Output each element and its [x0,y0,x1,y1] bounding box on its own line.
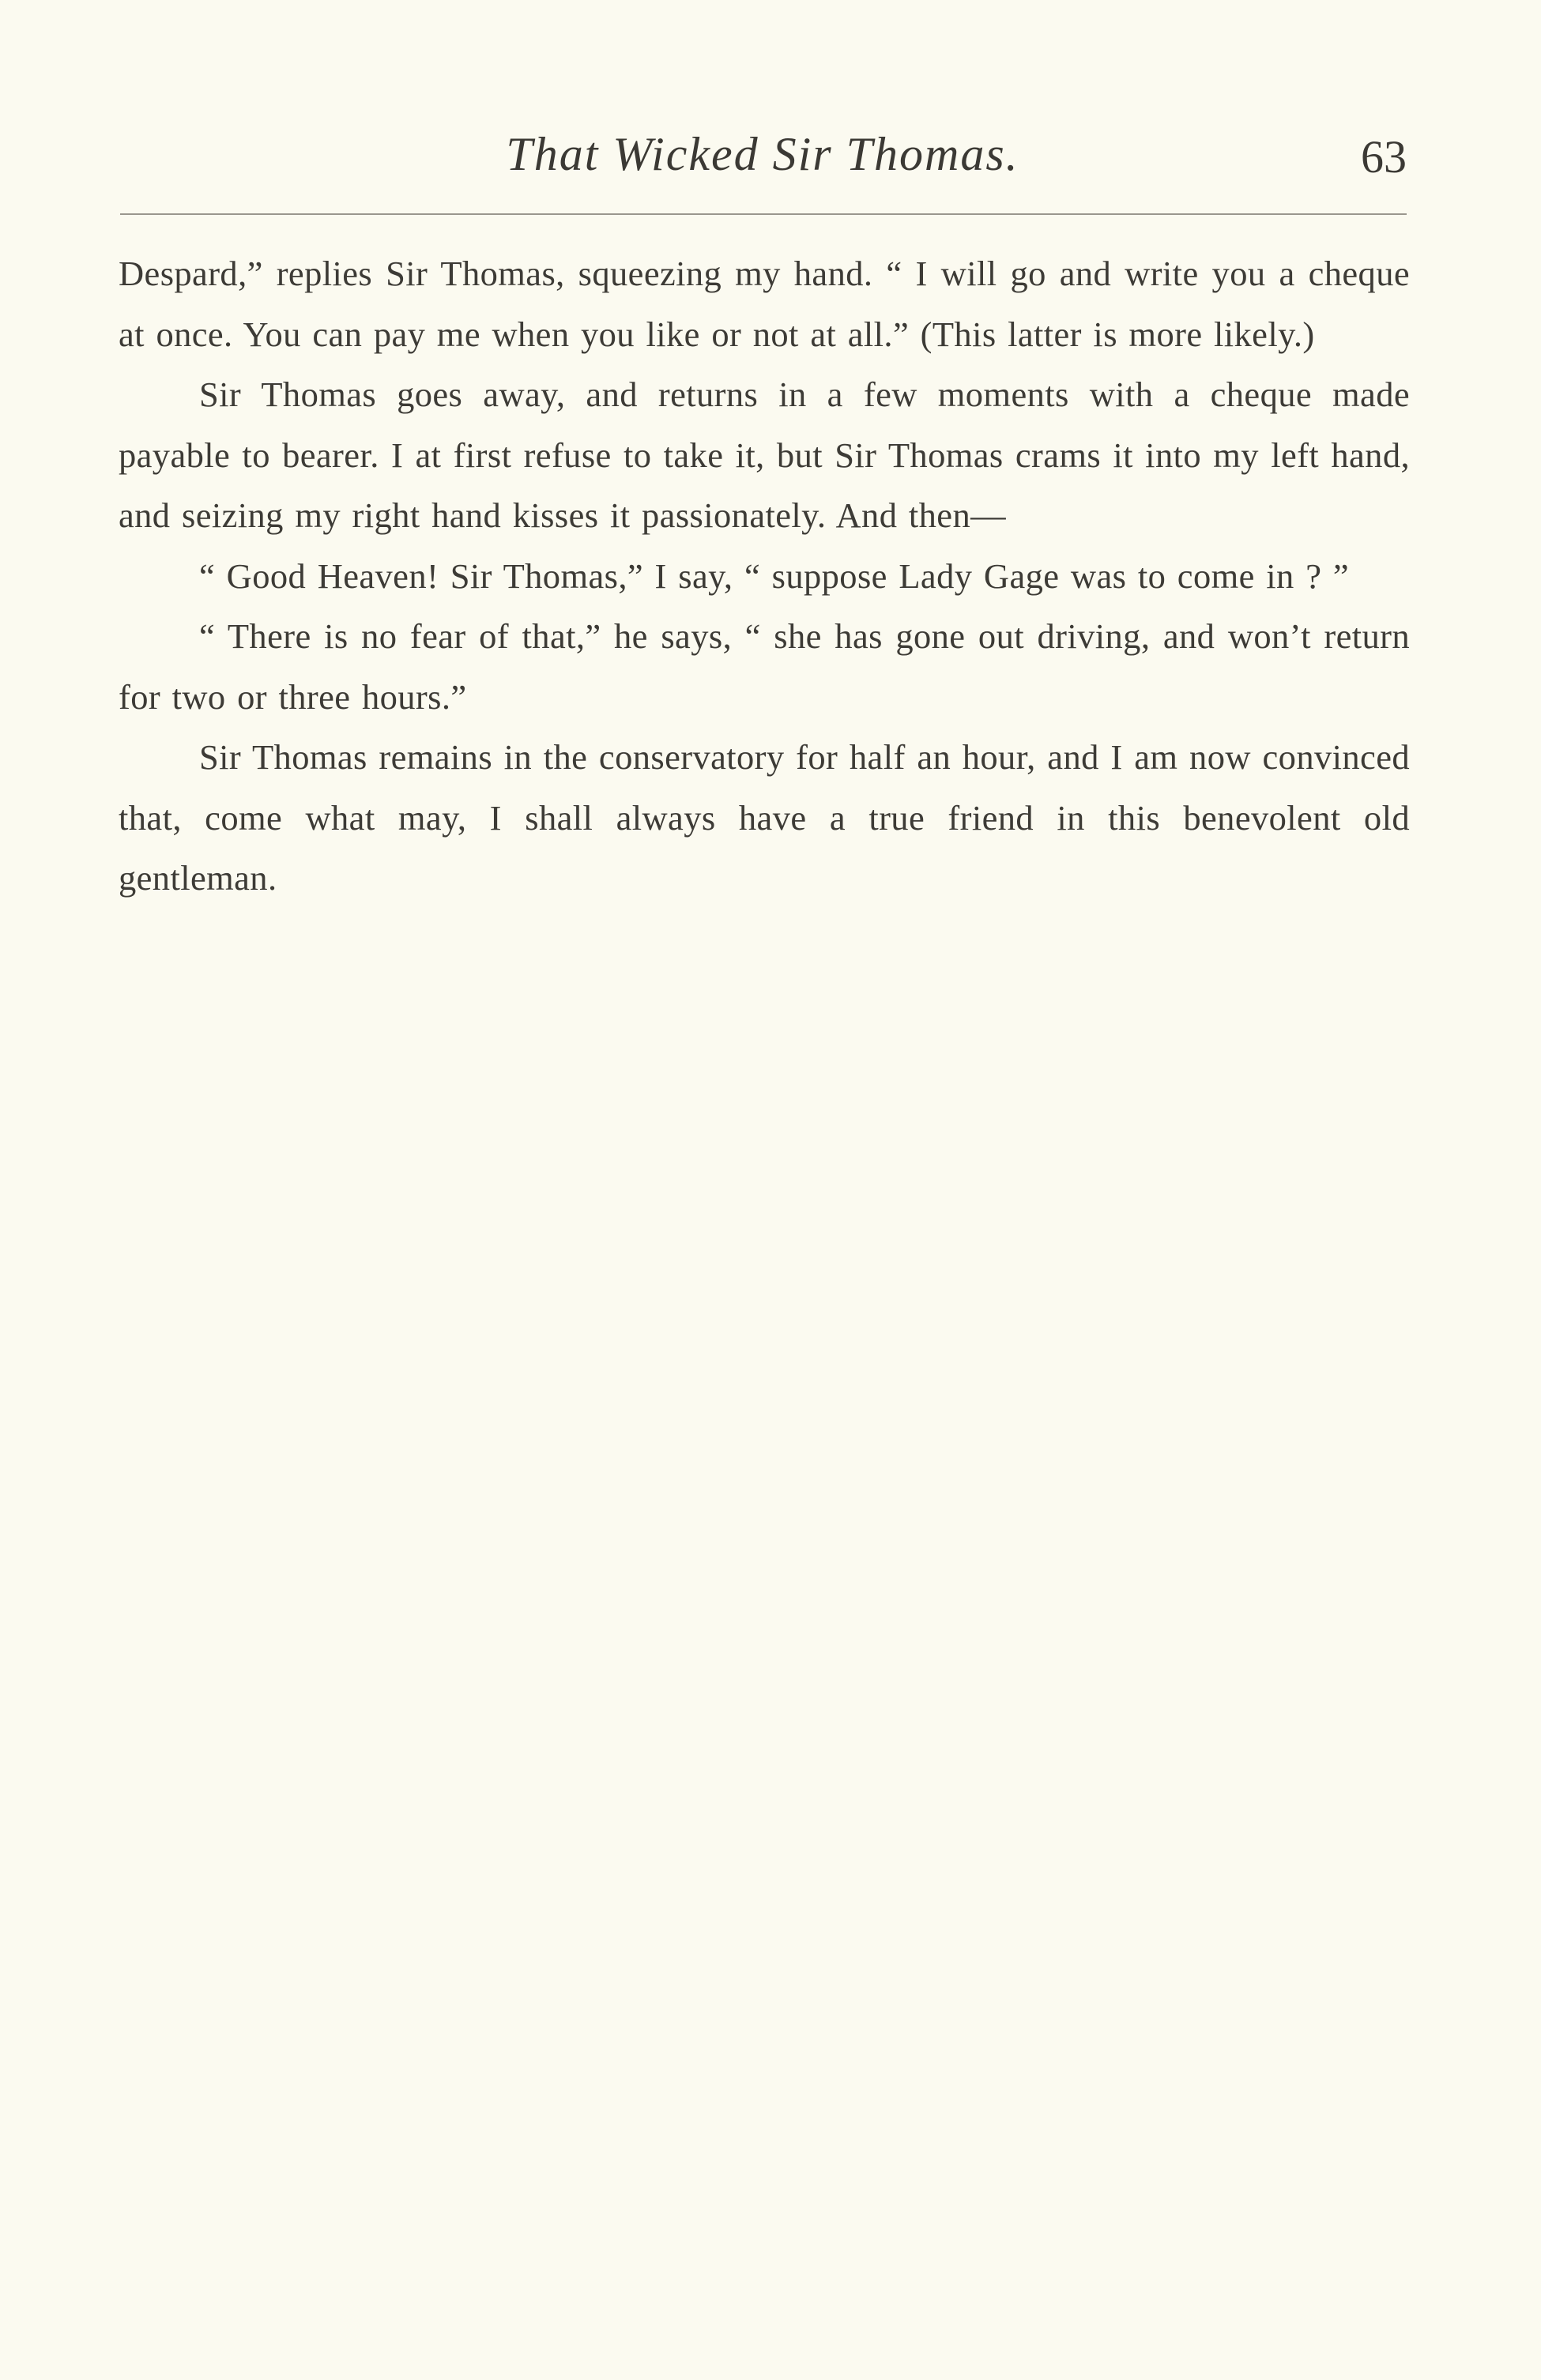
body-text [119,243,1410,909]
paragraph: Despard,” replies Sir Thomas, squeezing my hand. “ I will go and write you a cheque at once. You can pay me when you like or not at all.” (This latter is more likely.) [119,254,1410,354]
header-rule [120,213,1407,215]
paragraph: “ There is no fear of that,” he says, “ she has gone out driving, and won’t return for two or three hours.” [119,616,1410,717]
paragraph: Sir Thomas remains in the conservatory for half an hour, and I am now convinced that, come what may, I shall always have a true friend in this benevolent old gentleman. [119,737,1410,898]
paragraph: “ Good Heaven! Sir Thomas,” I say, “ suppose Lady Gage was to come in ? ” [199,555,1350,596]
page-number: 63 [1361,131,1407,183]
running-head [119,119,1407,190]
paragraph: Sir Thomas goes away, and returns in a few moments with a cheque made payable to bearer. I at first refuse to take it, but Sir Thomas crams it into my left hand, and seizing my right hand kisses it passionately. And then— [119,375,1410,535]
running-title: That Wicked Sir Thomas. [506,128,1019,180]
